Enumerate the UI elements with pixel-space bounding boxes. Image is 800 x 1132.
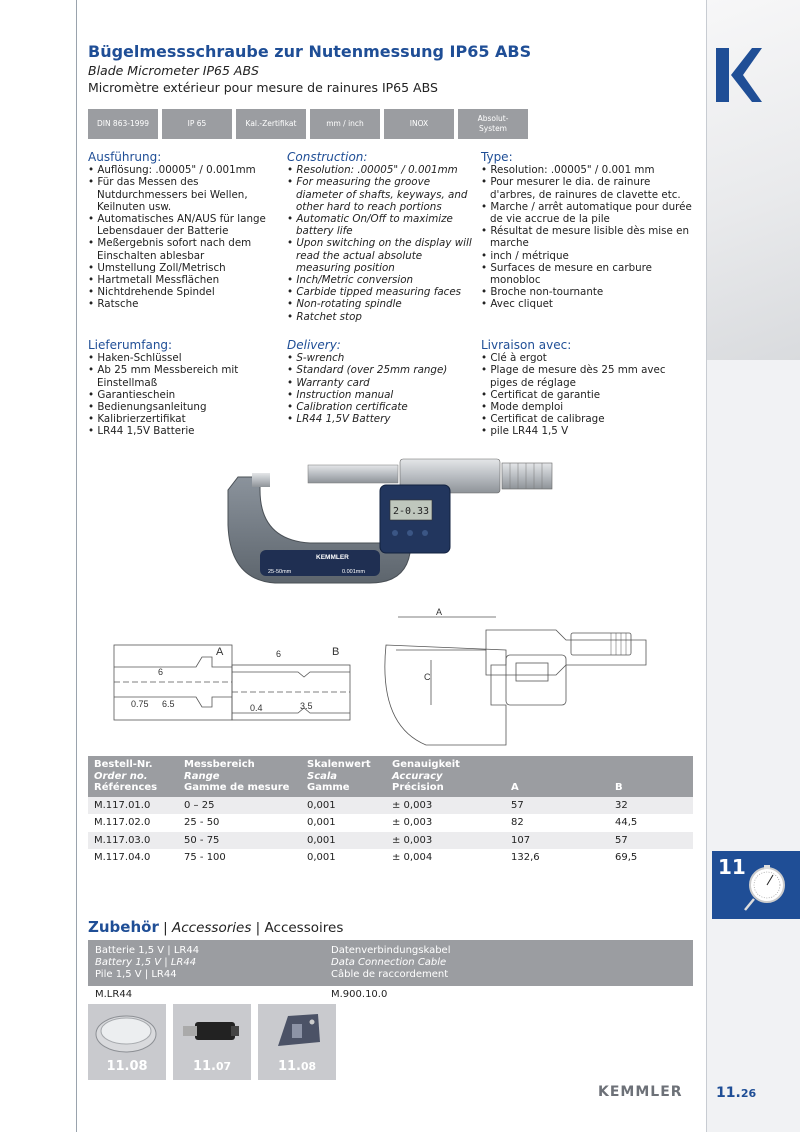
table-cell: 0,001 bbox=[307, 817, 336, 828]
table-cell: 69,5 bbox=[615, 852, 638, 863]
technical-drawings bbox=[86, 605, 696, 755]
header-scale: Skalenwert Scala Gamme bbox=[301, 756, 386, 797]
data-cable-icon bbox=[258, 1004, 336, 1060]
delivery-en bbox=[287, 339, 473, 425]
list-item: • inch / métrique bbox=[481, 249, 569, 262]
dim-6-a: 6 bbox=[158, 667, 164, 677]
dim-0-4: 0.4 bbox=[250, 703, 263, 713]
list-item: • S-wrench bbox=[287, 352, 345, 365]
features-de bbox=[88, 151, 274, 311]
features-fr bbox=[481, 151, 693, 311]
features-fr-heading: Type: bbox=[481, 150, 513, 164]
list-item: • Nichtdrehende Spindel bbox=[88, 286, 215, 299]
kemmler-k-logo bbox=[716, 48, 762, 102]
table-cell: 107 bbox=[505, 832, 609, 850]
accessory-code-battery: M.LR44 bbox=[95, 989, 133, 1000]
footer-brand: KEMMLER bbox=[598, 1084, 683, 1100]
list-item: • Surfaces de mesure en carbure monobloc bbox=[481, 261, 652, 287]
table-cell: 57 bbox=[505, 797, 609, 815]
dial-gauge-icon bbox=[742, 863, 792, 913]
list-item: • Ab 25 mm Messbereich mit Einstellmaß bbox=[88, 364, 239, 389]
table-cell: M.117.01.0 bbox=[88, 797, 178, 815]
accessories-codes-row bbox=[88, 986, 693, 1002]
list-item: • Résultat de mesure lisible dès mise en marche bbox=[481, 225, 689, 250]
delivery-de bbox=[88, 339, 274, 438]
accessory-thumb-cable-1[interactable] bbox=[173, 1004, 251, 1080]
list-item: • Resolution: .00005" / 0.001mm bbox=[287, 164, 458, 177]
list-item: • Calibration certificate bbox=[287, 401, 408, 414]
photo-brand: KEMMLER bbox=[316, 554, 349, 561]
header-accuracy: Genauigkeit Accuracy Précision bbox=[386, 756, 505, 797]
dim-3-5: 3.5 bbox=[300, 701, 313, 711]
list-item: • Carbide tipped measuring faces bbox=[287, 286, 462, 299]
table-cell: 32 bbox=[609, 797, 693, 815]
thumb-label: 11.08 bbox=[277, 1059, 317, 1074]
features-de-heading: Ausführung: bbox=[88, 150, 162, 164]
dim-C: C bbox=[424, 672, 431, 682]
table-cell: 0,001 bbox=[301, 832, 386, 850]
dim-A: A bbox=[436, 607, 443, 617]
table-row bbox=[88, 797, 693, 815]
battery-icon bbox=[88, 1004, 166, 1060]
delivery-fr-heading: Livraison avec: bbox=[481, 338, 572, 352]
dim-0-75: 0.75 bbox=[131, 699, 149, 709]
table-cell: 57 bbox=[609, 832, 693, 850]
list-item: • pile LR44 1,5 V bbox=[481, 425, 569, 438]
bullet-list bbox=[287, 164, 473, 323]
photo-range: 25-50mm bbox=[268, 569, 292, 575]
list-item: • Marche / arrêt automatique pour durée de vie accrue de la pile bbox=[481, 200, 692, 226]
list-item: • Umstellung Zoll/Metrisch bbox=[88, 261, 226, 274]
left-margin-line bbox=[76, 0, 77, 1132]
page-number: 11.26 bbox=[716, 1085, 757, 1101]
bullet-list bbox=[88, 352, 274, 437]
list-item: • Garantieschein bbox=[88, 388, 176, 401]
bullet-list bbox=[481, 352, 693, 437]
table-cell: M.117.03.0 bbox=[88, 832, 178, 850]
list-item: • Avec cliquet bbox=[481, 298, 553, 311]
table-cell: 0 – 25 bbox=[178, 797, 301, 815]
table-row bbox=[88, 832, 693, 850]
accessories-title: Zubehör | Accessories | Accessoires bbox=[88, 918, 344, 936]
table-cell: 50 - 75 bbox=[178, 832, 301, 850]
list-item: • Hartmetall Messflächen bbox=[88, 274, 220, 287]
micrometer-photo bbox=[220, 455, 560, 590]
chapter-tab[interactable] bbox=[712, 851, 800, 919]
photo-display-reading: 2-0.33 bbox=[392, 506, 430, 517]
list-item: • Meßergebnis sofort nach dem Einschalten ablesbar bbox=[88, 237, 252, 262]
table-cell: 0,001 bbox=[301, 797, 386, 815]
table-cell: ± 0,003 bbox=[392, 817, 433, 828]
header-order-no: Bestell-Nr. Order no. Références bbox=[88, 756, 178, 797]
list-item: • Bedienungsanleitung bbox=[88, 401, 207, 414]
table-cell: 44,5 bbox=[615, 817, 638, 828]
badge-inox: INOX bbox=[384, 109, 454, 139]
table-cell: M.117.04.0 bbox=[94, 852, 151, 863]
thumb-label: 11.07 bbox=[192, 1059, 232, 1074]
accessory-code-cable: M.900.10.0 bbox=[331, 989, 388, 1000]
list-item: • Broche non-tournante bbox=[481, 286, 604, 299]
badge-units: mm / inch bbox=[310, 109, 380, 139]
table-cell: ± 0,003 bbox=[386, 797, 505, 815]
list-item: • Pour mesurer le dia. de rainure d'arbres, de rainures de clavette etc. bbox=[481, 176, 681, 201]
page-title: Bügelmessschraube zur Nutenmessung IP65 ABS bbox=[88, 42, 532, 61]
list-item: • Ratsche bbox=[88, 298, 139, 311]
accessories-title-en: Accessories bbox=[172, 920, 252, 936]
header-b: B bbox=[609, 756, 693, 797]
table-row bbox=[88, 814, 693, 832]
subtitle-en: Blade Micrometer IP65 ABS bbox=[88, 63, 259, 78]
list-item: • Upon switching on the display will read the actual absolute measuring position bbox=[287, 237, 472, 274]
list-item: • Ratchet stop bbox=[287, 310, 362, 323]
badge-calibration: Kal.-Zertifikat bbox=[236, 109, 306, 139]
header-range: Messbereich Range Gamme de mesure bbox=[178, 756, 301, 797]
features-en bbox=[287, 151, 473, 323]
table-cell: ± 0,003 bbox=[386, 832, 505, 850]
order-table bbox=[88, 756, 693, 867]
list-item: • Resolution: .00005" / 0.001 mm bbox=[481, 164, 655, 177]
list-item: • Mode demploi bbox=[481, 401, 564, 414]
accessories-title-fr: Accessoires bbox=[264, 920, 344, 936]
list-item: • Kalibrierzertifikat bbox=[88, 413, 186, 426]
list-item: • Certificat de garantie bbox=[481, 388, 601, 401]
list-item: • Certificat de calibrage bbox=[481, 413, 605, 426]
list-item: • Non-rotating spindle bbox=[287, 298, 402, 311]
list-item: • Plage de mesure dès 25 mm avec piges de réglage bbox=[481, 364, 666, 389]
bullet-list bbox=[287, 352, 473, 425]
table-cell: ± 0,004 bbox=[392, 852, 433, 863]
list-item: • Für das Messen des Nutdurchmessers bei Wellen, Keilnuten usw. bbox=[88, 176, 248, 213]
table-row bbox=[88, 849, 693, 867]
feature-badges bbox=[88, 109, 528, 139]
table-cell: 132,6 bbox=[511, 852, 540, 863]
usb-cable-icon bbox=[173, 1004, 251, 1060]
list-item: • Automatisches AN/AUS für lange Lebensdauer der Batterie bbox=[88, 213, 266, 238]
list-item: • LR44 1,5V Batterie bbox=[88, 425, 195, 438]
accessory-cable-names: Datenverbindungskabel Data Connection Cable Câble de raccordement bbox=[331, 945, 451, 980]
bullet-list bbox=[481, 164, 693, 310]
list-item: • Warranty card bbox=[287, 376, 370, 389]
features-en-heading: Construction: bbox=[287, 150, 368, 164]
accessory-battery-names: Batterie 1,5 V | LR44 Battery 1,5 V | LR44 Pile 1,5 V | LR44 bbox=[95, 945, 200, 980]
list-item: • Instruction manual bbox=[287, 388, 394, 401]
badge-din: DIN 863-1999 bbox=[88, 109, 158, 139]
list-item: • Inch/Metric conversion bbox=[287, 274, 414, 287]
list-item: • Auflösung: .00005" / 0.001mm bbox=[88, 164, 256, 177]
delivery-en-heading: Delivery: bbox=[287, 338, 341, 352]
subtitle-fr: Micromètre extérieur pour mesure de rainures IP65 ABS bbox=[88, 80, 438, 95]
chapter-number: 11 bbox=[718, 855, 746, 879]
accessories-header bbox=[88, 940, 693, 986]
accessory-thumb-cable-2[interactable] bbox=[258, 1004, 336, 1080]
list-item: • Standard (over 25mm range) bbox=[287, 364, 448, 377]
header-a: A bbox=[505, 756, 609, 797]
dim-6-b: 6 bbox=[276, 649, 282, 659]
list-item: • Haken-Schlüssel bbox=[88, 352, 182, 365]
dim-6-5: 6.5 bbox=[162, 699, 175, 709]
delivery-de-heading: Lieferumfang: bbox=[88, 338, 173, 352]
accessory-thumb-battery[interactable] bbox=[88, 1004, 166, 1080]
thumb-label: 11.08 bbox=[106, 1059, 148, 1074]
right-side-panel bbox=[706, 0, 800, 1132]
list-item: • For measuring the groove diameter of shafts, keyways, and other hard to reach portions bbox=[287, 176, 468, 213]
table-cell: 82 bbox=[511, 817, 524, 828]
table-header-row bbox=[88, 756, 693, 797]
list-item: • Automatic On/Off to maximize battery life bbox=[287, 213, 453, 238]
bullet-list bbox=[88, 164, 274, 310]
badge-absolute: Absolut- System bbox=[458, 109, 528, 139]
drawing-label-a: A bbox=[216, 646, 224, 658]
badge-ip65: IP 65 bbox=[162, 109, 232, 139]
delivery-fr bbox=[481, 339, 693, 438]
list-item: • Clé à ergot bbox=[481, 352, 547, 365]
list-item: • LR44 1,5V Battery bbox=[287, 413, 391, 426]
accessories-title-de: Zubehör bbox=[88, 918, 159, 936]
table-cell: M.117.02.0 bbox=[94, 817, 151, 828]
photo-resolution: 0.001mm bbox=[342, 569, 365, 575]
table-cell: 0,001 bbox=[307, 852, 336, 863]
table-cell: 25 - 50 bbox=[184, 817, 220, 828]
drawing-label-b: B bbox=[332, 646, 340, 658]
table-cell: 75 - 100 bbox=[184, 852, 226, 863]
